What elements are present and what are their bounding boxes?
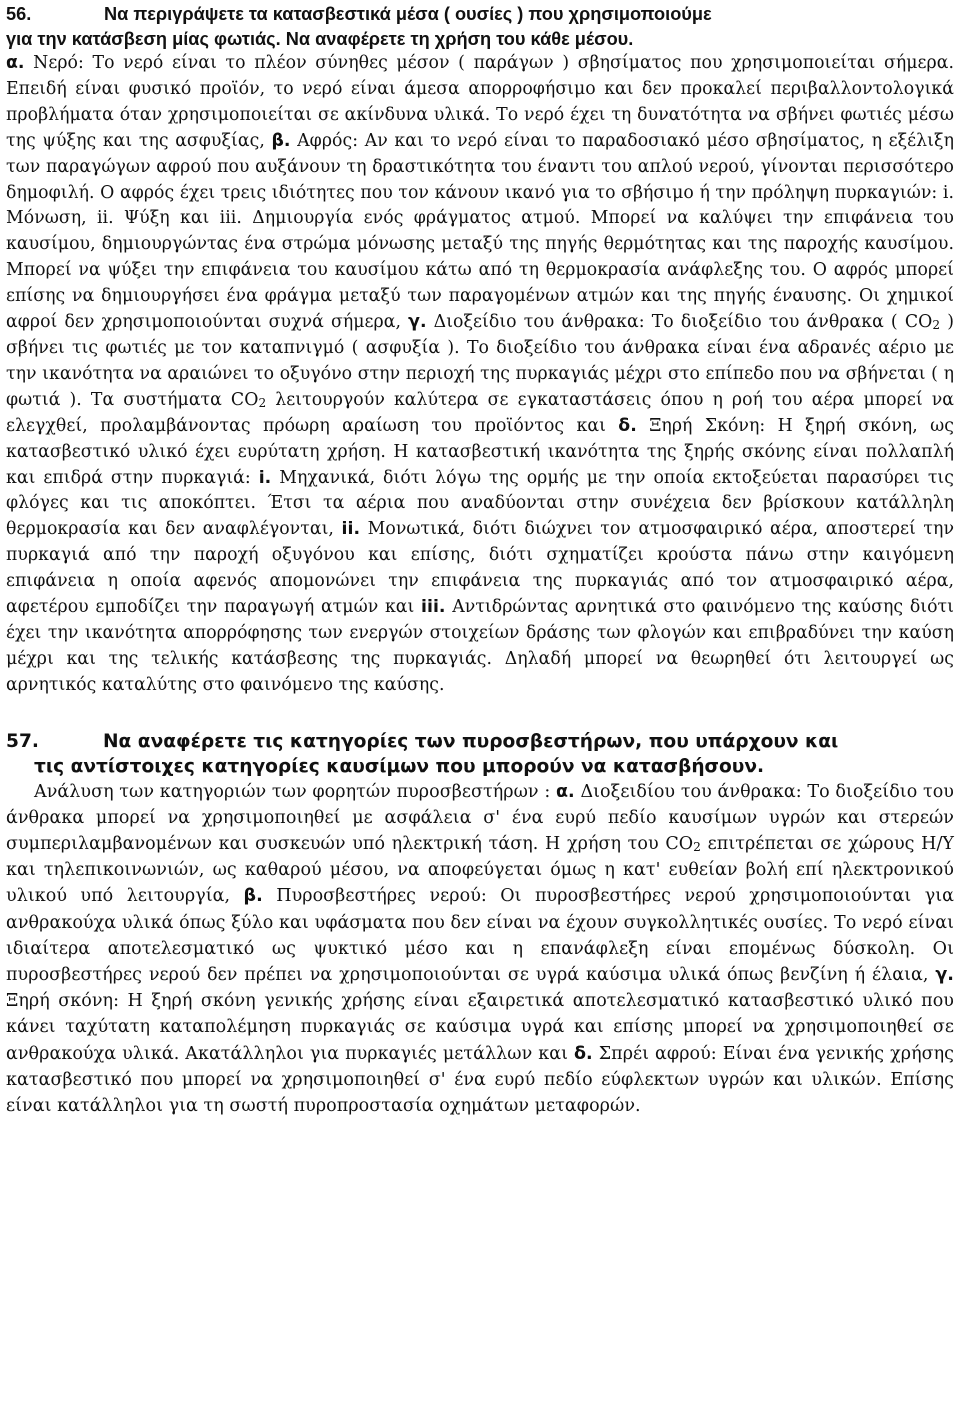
answer-segment: ) σβήνει τις φωτιές με τον καταπνιγμό ( ασφυξία ). Το διοξείδιο του άνθρακα είναι ένα αδρανές αέριο με την ικανότητα να αραιώνει το οξυγόνο στην περιοχή της πυρκαγιάς μέχρι στο επίπεδο που να σβήνεται ( η φωτιά ). Τα συστήματα CO — [6, 312, 954, 410]
item-marker: ii. — [341, 519, 361, 540]
answer-segment: Πυροσβεστήρες νερού: Οι πυροσβεστήρες νερού χρησιμοποιούνται για ανθρακούχα υλικά όπως ξύλο και υφάσματα που δεν είναι να έχουν συγκολλητικές ουσίες. Το νερό είναι ιδιαίτερα αποτελεσματικό ως ψυκτικό μέσο και η επανάφλεξη είναι επομένως δύσκολη. Οι πυροσβεστήρες νερού δεν πρέπει να χρησιμοποιούνται σε υγρά καύσιμα υλικά όπως βενζίνη ή έλαια, — [6, 886, 954, 986]
answer-segment: Αντιδρώντας αρνητικά στο φαινόμενο της καύσης διότι έχει την ικανότητα απορρόφησης των ενεργών στοιχείων δράσης των φλογών και επιβραδύνει την καύση μέχρι και της τελικής κατάσβεσης της πυρκαγιάς. Δηλαδή μπορεί να θεωρηθεί ότι λειτουργεί ως αρνητικός καταλύτης στο φαινόμενο της καύσης. — [6, 597, 954, 695]
question-title-line: τις αντίστοιχες κατηγορίες καυσίμων που μπορούν να κατασβήσουν. — [34, 755, 765, 777]
question-number: 57. — [6, 730, 39, 752]
answer-56-text — [6, 51, 954, 699]
item-marker: α. — [555, 781, 575, 802]
question-56 — [6, 2, 954, 699]
item-marker: i. — [258, 467, 272, 488]
question-title-line: Να περιγράψετε τα κατασβεστικά μέσα ( ουσίες ) που χρησιμοποιούμε — [104, 4, 712, 24]
question-57 — [6, 729, 954, 1120]
answer-intro: Ανάλυση των κατηγοριών των φορητών πυροσβεστήρων : — [34, 781, 556, 802]
answer-segment: Μηχανικά, διότι λόγω της ορμής με την οποία εκτοξεύεται παρασύρει τις φλόγες και τις αποκόπτει. Έτσι τα αέρια που αναδύονται στην συνέχεια δεν βρίσκουν κατάλληλη θερμοκρασία και δεν αναφλέγονται, — [6, 467, 954, 540]
question-56-header — [6, 2, 954, 27]
question-number: 56. — [6, 4, 32, 24]
question-title-line: για την κατάσβεση μίας φωτιάς. Να αναφέρετε τη χρήση του κάθε μέσου. — [6, 28, 634, 49]
question-title — [104, 2, 954, 27]
answer-segment: επιτρέπεται σε χώρους Η/Υ και τηλεπικοινωνιών, ως καθαρού μέσου, να αποφεύγεται όμως η κατ' ευθείαν βολή επί ηλεκτρονικού υλικού υπό λειτουργία, — [6, 834, 954, 907]
item-marker: iii. — [421, 597, 446, 618]
answer-segment: Διοξείδιο του άνθρακα: Το διοξείδιο του άνθρακα ( CO — [426, 312, 933, 333]
answer-segment: Μονωτικά, διότι διώχνει τον ατμοσφαιρικό αέρα, αποστερεί την πυρκαγιά από την παροχή οξυγόνου και επίσης, διότι σχηματίζει κρούστα πάνω στην καιγόμενη επιφάνεια η οποία αφενός απομονώνει την επιφάνεια της πυρκαγιάς από τον ατμοσφαιρικό αέρα, αφετέρου εμποδίζει την παραγωγή ατμών και — [6, 519, 954, 618]
question-title-line: Να αναφέρετε τις κατηγορίες των πυροσβεστήρων, που υπάρχουν και — [103, 730, 839, 752]
answer-57-text — [6, 779, 954, 1120]
answer-segment: Ξηρή Σκόνη: Η ξηρή σκόνη, ως κατασβεστικό υλικό έχει ευρύτατη χρήση. Η κατασβεστική ικανότητα της ξηρής σκόνης είναι πολλαπλή και επιδρά στην πυρκαγιά: — [6, 415, 955, 488]
answer-segment: Νερό: Το νερό είναι το πλέον σύνηθες μέσον ( παράγων ) σβησίματος που χρησιμοποιείται σήμερα. Επειδή είναι φυσικό προϊόν, το νερό είναι άμεσα απορροφήσιμο και δεν προκαλεί περιβαλλοντολογικά προβλήματα όταν χρησιμοποιείται σε ακίνδυνα υλικά. Το νερό έχει τη δυνατότητα να σβήνει φωτιές μέσω της ψύξης και της ασφυξίας, — [6, 53, 954, 151]
question-57-header — [6, 729, 954, 754]
subscript: 2 — [932, 317, 941, 332]
item-marker: α. — [6, 53, 25, 73]
item-marker: γ. — [935, 965, 954, 986]
item-marker: γ. — [408, 312, 427, 333]
subscript: 2 — [693, 839, 702, 854]
answer-segment: Ξηρή σκόνη: Η ξηρή σκόνη γενικής χρήσης είναι εξαιρετικά αποτελεσματικό κατασβεστικό υλικό που κάνει ταχύτατη καταπολέμηση πυρκαγιάς σε καύσιμα υγρά και επίσης μπορεί να χρησιμοποιηθεί σε ανθρακούχα υλικά. Ακατάλληλοι για πυρκαγιές μετάλλων και — [6, 991, 954, 1064]
answer-segment: Αφρός: Αν και το νερό είναι το παραδοσιακό μέσο σβησίματος, η εξέλιξη των παραγώγων αφρού που αυξάνουν τη δραστικότητα του έναντι του απλού νερού, γίνονται περισσότερο δημοφιλή. Ο αφρός έχει τρεις ιδιότητες που τον κάνουν ικανό για το σβήσιμο ή την πρόληψη πυρκαγιών: i. Μόνωση, ii. Ψύξη και iii. Δημιουργία ενός φράγματος ατμού. Μπορεί να καλύψει την επιφάνεια του καυσίμου, δημιουργώντας ένα στρώμα μόνωσης μεταξύ της πηγής θερμότητας και της παροχής καυσίμου. Μπορεί να ψύξει την επιφάνεια του καυσίμου κάτω από τη θερμοκρασία ανάφλεξης του. Ο αφρός μπορεί επίσης να δημιουργήσει ένα φράγμα μεταξύ των παραγομένων ατμών και της πηγής έναυσης. Οι χημικοί αφροί δεν χρησιμοποιούνται συχνά σήμερα, — [6, 130, 954, 333]
answer-segment: λειτουργούν καλύτερα σε εγκαταστάσεις όπου η ροή του αέρα μπορεί να ελεγχθεί, προλαμβάνοντας πρόωρη αραίωση του προϊόντος και — [6, 389, 954, 436]
question-57-header-line2 — [6, 754, 954, 779]
item-marker: δ. — [573, 1043, 593, 1064]
item-marker: β. — [271, 130, 291, 151]
question-title — [103, 729, 954, 754]
item-marker: β. — [243, 886, 263, 907]
answer-segment: Διοξειδίου του άνθρακα: Το διοξείδιο του άνθρακα μπορεί να χρησιμοποιηθεί με ασφάλεια σ' ένα ευρύ πεδίο καυσίμων υγρών και στερεών συμπεριλαμβανομένων και συσκευών υπό ηλεκτρική τάση. Η χρήση του CO — [6, 781, 954, 855]
item-marker: δ. — [618, 415, 637, 436]
subscript: 2 — [258, 395, 267, 410]
question-56-header-line2 — [6, 27, 954, 52]
section-gap — [6, 699, 954, 729]
answer-segment: Σπρέι αφρού: Είναι ένα γενικής χρήσης κατασβεστικό που μπορεί να χρησιμοποιηθεί σ' ένα ευρύ πεδίο εύφλεκτων υγρών και υλικών. Επίσης είναι κατάλληλοι για τη σωστή πυροπροστασία οχημάτων μεταφορών. — [6, 1043, 954, 1117]
